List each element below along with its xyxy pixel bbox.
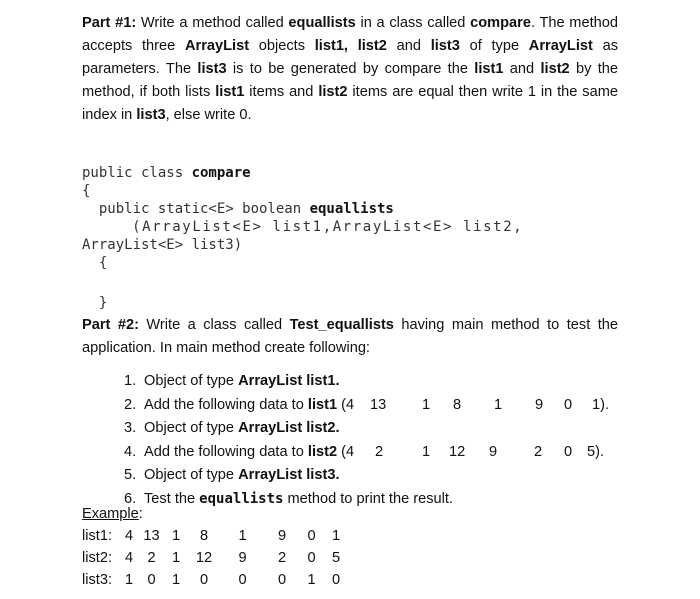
value-cell: 9	[489, 443, 498, 460]
test-class-name: Test_equallists	[289, 317, 394, 333]
step-item	[82, 394, 622, 418]
value-cell: 4	[124, 550, 134, 566]
part1-text: Write a method called	[136, 15, 289, 31]
value-cell: 2	[534, 443, 543, 460]
code-block	[82, 164, 622, 272]
code-close-brace	[82, 294, 107, 312]
value-cell: 1	[238, 528, 247, 544]
example-row	[82, 547, 351, 569]
value-cell: 1	[171, 572, 181, 588]
value-cell: 8	[199, 528, 209, 544]
value-cell: 13	[370, 396, 387, 413]
code-text: public class	[82, 165, 192, 181]
part1-text: , else write 0.	[165, 107, 252, 123]
value-cell: 0	[307, 550, 316, 566]
part1-text: in a class called	[355, 15, 471, 31]
code-method-name: equallists	[309, 201, 394, 217]
example-section	[82, 503, 351, 591]
value-cell: 1	[494, 396, 503, 413]
part1-text: by the method, if both lists	[82, 61, 619, 100]
value-cell: 1	[331, 528, 341, 544]
step-item	[82, 441, 622, 465]
part2-paragraph	[82, 314, 618, 360]
step-item	[82, 417, 622, 441]
part1-text: of type	[459, 38, 529, 54]
step-number: 5.	[124, 467, 137, 483]
step-number: 6.	[124, 490, 137, 507]
part1-text: as parameters. The	[82, 38, 619, 77]
code-line: ArrayList<E> list3)	[82, 237, 243, 253]
value-cell: 13	[143, 528, 160, 544]
code-text: public static<E> boolean	[82, 201, 310, 217]
step-bold: list1	[307, 396, 338, 413]
step-pre: Object of type	[144, 373, 239, 389]
value-cell: 9	[238, 550, 247, 566]
part1-text: and	[503, 61, 541, 77]
value-cell: 1	[422, 443, 431, 460]
step-pre: Add the following data to	[144, 443, 308, 460]
part1-text: items and	[244, 84, 319, 100]
step-number: 1.	[124, 373, 137, 389]
example-table	[82, 525, 351, 591]
value-cell: 1	[307, 572, 316, 588]
part2-text: Write a class called	[138, 317, 290, 333]
row-label: list1:	[82, 528, 113, 544]
part1-text: and	[386, 38, 431, 54]
list-name: list3	[430, 38, 460, 54]
steps-list	[82, 370, 622, 511]
value-cell: 1	[171, 528, 181, 544]
value-cell: 5	[331, 550, 341, 566]
code-line: {	[82, 183, 91, 199]
type-name: ArrayList	[184, 38, 250, 54]
value-cell: 2	[147, 550, 156, 566]
value-cell: 0	[564, 443, 573, 460]
step-item	[82, 464, 622, 488]
value-cell: 0	[277, 572, 287, 588]
list-name: list3	[136, 107, 166, 123]
code-line: }	[82, 295, 108, 311]
value-cell: 0	[147, 572, 156, 588]
step-item	[82, 370, 622, 394]
step-post: method to print the result.	[283, 490, 454, 507]
value-cell: 0	[307, 528, 316, 544]
step-pre: Object of type	[144, 467, 239, 483]
step-bold: ArrayList list2.	[238, 420, 340, 436]
step-bold: list2	[307, 443, 338, 460]
row-label: list2:	[82, 550, 113, 566]
class-name: compare	[470, 15, 531, 31]
example-row	[82, 525, 351, 547]
value-cell: 1	[124, 572, 134, 588]
step-number: 2.	[124, 396, 137, 413]
step-number: 3.	[124, 420, 137, 436]
value-cell: 1	[171, 550, 181, 566]
part1-paragraph	[82, 12, 618, 127]
value-cell: 0	[238, 572, 247, 588]
value-cell: 0	[564, 396, 573, 413]
list-names: list1, list2	[314, 38, 387, 54]
type-name: ArrayList	[528, 38, 593, 54]
value-cell: 2	[375, 443, 384, 460]
step-text	[144, 370, 340, 394]
code-line: {	[82, 255, 108, 271]
value-cell: 4	[124, 528, 134, 544]
part1-text: items are equal then write 1 in the same index in	[82, 84, 618, 123]
list-name: list1	[215, 84, 245, 100]
example-heading	[82, 503, 351, 525]
list-name: list2	[540, 61, 570, 77]
step-post: (4	[337, 443, 355, 460]
step-bold: ArrayList list3.	[238, 467, 340, 483]
part1-text: is to be generated by compare the	[226, 61, 475, 77]
step-text	[144, 441, 354, 465]
code-line	[82, 200, 622, 218]
example-colon: :	[138, 506, 143, 522]
step-pre: Object of type	[144, 420, 239, 436]
value-cell: 9	[535, 396, 544, 413]
step-pre: Add the following data to	[144, 396, 308, 413]
value-cell: 5).	[587, 443, 605, 460]
step-bold: ArrayList list1.	[238, 373, 340, 389]
value-cell: 1).	[592, 396, 610, 413]
value-cell: 9	[277, 528, 287, 544]
part1-text: . The method accepts three	[82, 15, 618, 54]
step-post: (4	[337, 396, 355, 413]
step-text	[144, 417, 340, 441]
value-cell: 2	[277, 550, 287, 566]
part2-text: having main method to test the application. In main method create following:	[82, 317, 618, 356]
step-bold: equallists	[199, 490, 284, 507]
code-class-name: compare	[191, 165, 251, 181]
part2-heading: Part #2:	[82, 317, 139, 333]
code-line	[82, 164, 622, 182]
part1-text: objects	[249, 38, 315, 54]
value-cell: 0	[199, 572, 209, 588]
list-name: list1	[474, 61, 504, 77]
step-text	[144, 394, 354, 418]
value-cell: 12	[449, 443, 466, 460]
step-number: 4.	[124, 443, 137, 460]
list-name: list3	[197, 61, 227, 77]
code-line: (ArrayList<E> list1,ArrayList<E> list2,	[82, 219, 524, 235]
value-cell: 12	[195, 550, 213, 566]
value-cell: 1	[422, 396, 431, 413]
example-row	[82, 569, 351, 591]
row-label: list3:	[82, 572, 113, 588]
step-text	[144, 464, 340, 488]
value-cell: 8	[453, 396, 462, 413]
value-cell: 0	[331, 572, 341, 588]
part1-heading: Part #1:	[82, 15, 137, 31]
list-name: list2	[318, 84, 348, 100]
method-name: equallists	[288, 15, 356, 31]
step-pre: Test the	[144, 490, 200, 507]
example-title: Example	[82, 506, 139, 522]
